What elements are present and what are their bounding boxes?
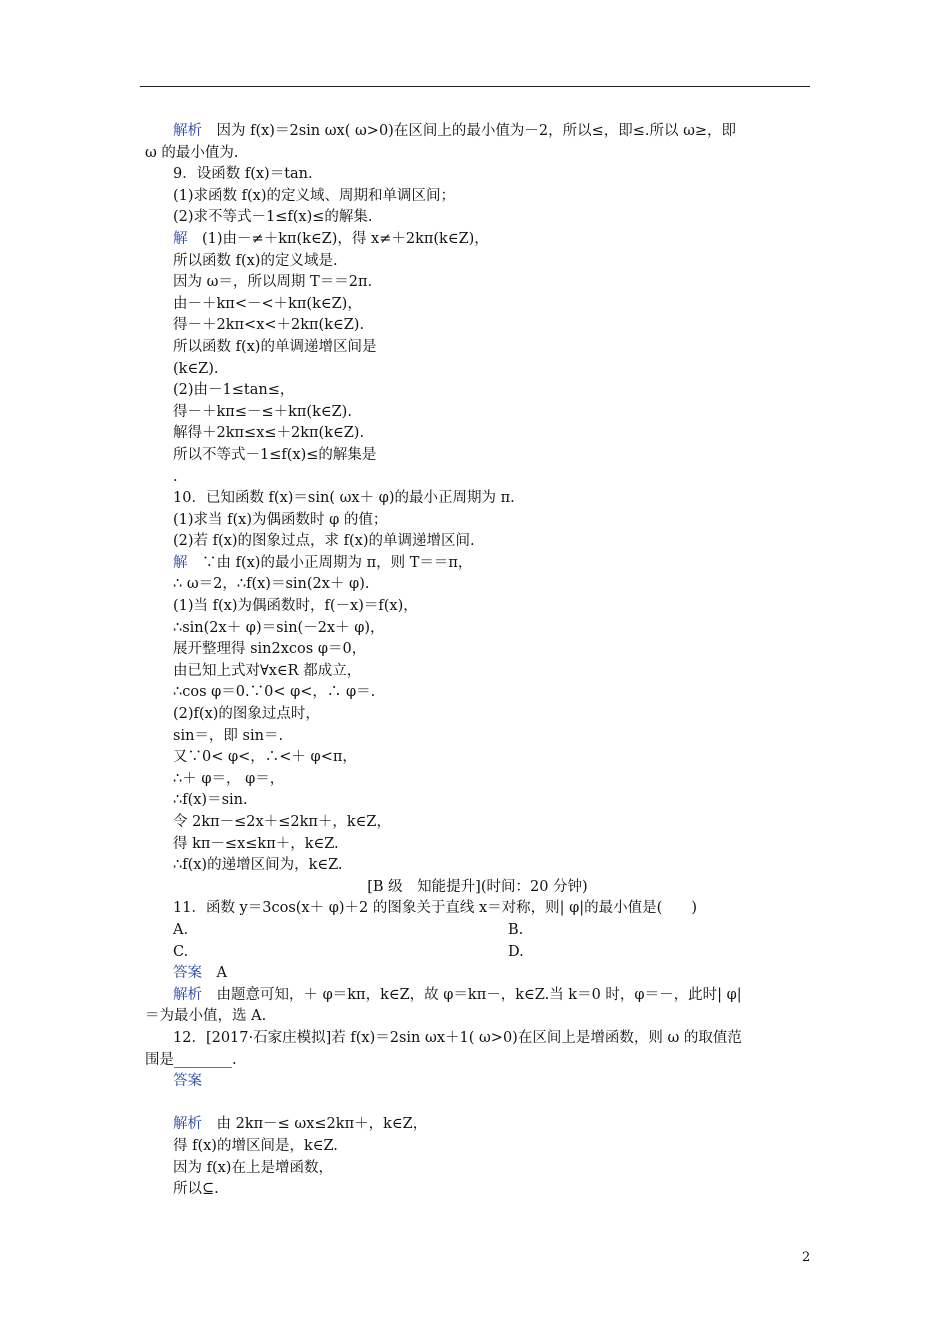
line-text: ∵由 f(x)的最小正周期为 π，则 T＝＝π， [187,554,473,571]
text-line [145,315,810,337]
text-line [145,898,810,920]
section-label: 答案 [173,965,202,982]
text-line [145,553,810,575]
line-text: ＝为最小值，选 A. [145,1008,267,1025]
line-text: A [202,965,227,982]
question-line [145,1028,810,1050]
line-text: sin＝，即 sin＝. [173,727,284,744]
text-line [145,423,810,445]
text-line [145,294,810,316]
section-label: 答案 [173,1073,202,1090]
option-left: A. [173,921,189,938]
line-text: 由题意可知，＋ φ＝kπ，k∈Z，故 φ＝kπ－，k∈Z.当 k＝0 时，φ＝－，此时| φ| [202,986,742,1003]
analysis-line [145,1114,810,1136]
line-text: 所以函数 f(x)的定义域是. [173,252,338,269]
line-text: ∴＋ φ＝， φ＝， [173,770,285,787]
section-label: 解析 [173,1116,202,1133]
text-line [145,855,810,877]
option-row [145,942,810,964]
analysis-line [145,1158,810,1180]
line-text: (1)当 f(x)为偶函数时，f(－x)＝f(x)， [173,598,418,615]
line-text: 9．设函数 f(x)＝tan. [173,166,313,183]
text-line [145,618,810,640]
text-line [145,769,810,791]
line-text: 得－＋2kπ<x<＋2kπ(k∈Z). [173,317,365,334]
analysis-line [145,1136,810,1158]
line-text: 得 f(x)的增区间是，k∈Z. [173,1137,338,1154]
option-right: B. [508,921,524,938]
text-line [145,661,810,683]
line-text: 解得＋2kπ≤x≤＋2kπ(k∈Z). [173,425,365,442]
line-text: ∴cos φ＝0.∵0< φ<，∴ φ＝. [173,684,376,701]
text-line [145,812,810,834]
line-text: [B 级 知能提升](时间：20 分钟) [367,878,588,895]
text-line [145,574,810,596]
text-line [145,834,810,856]
text-line [145,596,810,618]
line-text: 围是________. [145,1051,237,1068]
text-line [145,682,810,704]
question-line [145,1050,810,1072]
line-text: 又∵0< φ<，∴<＋ φ<π， [173,749,357,766]
text-line [145,510,810,532]
page-content [145,121,810,1201]
line-text: (1)求函数 f(x)的定义域、周期和单调区间； [173,187,456,204]
line-text: . [173,468,178,485]
text-line [145,186,810,208]
line-text: (1)由－≠＋kπ(k∈Z)，得 x≠＋2kπ(k∈Z)， [187,230,489,247]
line-text: 因为 ω＝，所以周期 T＝＝2π. [173,274,373,291]
text-line [145,143,810,165]
text-line [145,164,810,186]
text-line [145,467,810,489]
text-line [145,402,810,424]
text-line [145,272,810,294]
line-text: ∴f(x)的递增区间为，k∈Z. [173,857,343,874]
page-number: 2 [802,1250,811,1265]
line-text: 展开整理得 sin2xcos φ＝0， [173,641,367,658]
answer-line [145,1071,810,1093]
analysis-line [145,1179,810,1201]
analysis-line [145,985,810,1007]
line-text: (2)f(x)的图象过点时， [173,706,320,723]
analysis-line [145,1006,810,1028]
line-text: 得 kπ－≤x≤kπ＋，k∈Z. [173,835,339,852]
line-text: 所以⊆. [173,1181,219,1198]
line-text: 因为 f(x)在上是增函数， [173,1159,333,1176]
text-line [145,877,810,899]
section-label: 解析 [173,986,202,1003]
text-line [145,337,810,359]
text-line [145,726,810,748]
blank-space [145,1093,810,1115]
text-line [145,747,810,769]
line-text: (2)由－1≤tan≤， [173,382,295,399]
line-text: ∴f(x)＝sin. [173,792,248,809]
line-text: 10．已知函数 f(x)＝sin( ωx＋ φ)的最小正周期为 π. [173,490,515,507]
text-line [145,704,810,726]
line-text: 得－＋kπ≤－≤＋kπ(k∈Z). [173,403,352,420]
line-text: 由－＋kπ<－<＋kπ(k∈Z)， [173,295,362,312]
line-text: (2)若 f(x)的图象过点，求 f(x)的单调递增区间. [173,533,475,550]
line-text: 所以函数 f(x)的单调递增区间是 [173,338,377,355]
line-text: ∴ ω＝2，∴f(x)＝sin(2x＋ φ). [173,576,370,593]
line-text: 由已知上式对∀x∈R 都成立， [173,662,362,679]
answer-line [145,963,810,985]
line-text: (1)求当 f(x)为偶函数时 φ 的值； [173,511,388,528]
section-label: 解 [173,230,188,247]
text-line [145,488,810,510]
line-text: 因为 f(x)＝2sin ωx( ω>0)在区间上的最小值为－2，所以≤，即≤.所以 ω≥，即 [202,123,737,139]
option-left: C. [173,943,189,960]
section-label: 解析 [173,123,202,139]
text-line [145,445,810,467]
line-text: 由 2kπ－≤ ωx≤2kπ＋，k∈Z， [202,1116,428,1133]
line-text: 12．[2017·石家庄模拟]若 f(x)＝2sin ωx＋1( ω>0)在区间上是增函数，则 ω 的取值范 [173,1029,742,1046]
line-text: 11．函数 y＝3cos(x＋ φ)＋2 的图象关于直线 x＝对称，则| φ|的最小值是( ) [173,900,697,917]
line-text: 所以不等式－1≤f(x)≤的解集是 [173,446,377,463]
option-row [145,920,810,942]
text-line [145,380,810,402]
text-line [145,639,810,661]
text-line [145,531,810,553]
option-right: D. [508,943,524,960]
line-text: (2)求不等式－1≤f(x)≤的解集. [173,209,373,226]
header-rule [140,86,810,87]
text-line [145,790,810,812]
text-line [145,207,810,229]
text-line [145,121,810,143]
line-text: ω 的最小值为. [145,144,239,161]
section-label: 解 [173,554,188,571]
line-text: (k∈Z). [173,360,219,377]
line-text: ∴sin(2x＋ φ)＝sin(－2x＋ φ)， [173,619,385,636]
line-text: 令 2kπ－≤2x＋≤2kπ＋，k∈Z， [173,814,391,830]
text-line [145,359,810,381]
text-line [145,229,810,251]
text-line [145,251,810,273]
